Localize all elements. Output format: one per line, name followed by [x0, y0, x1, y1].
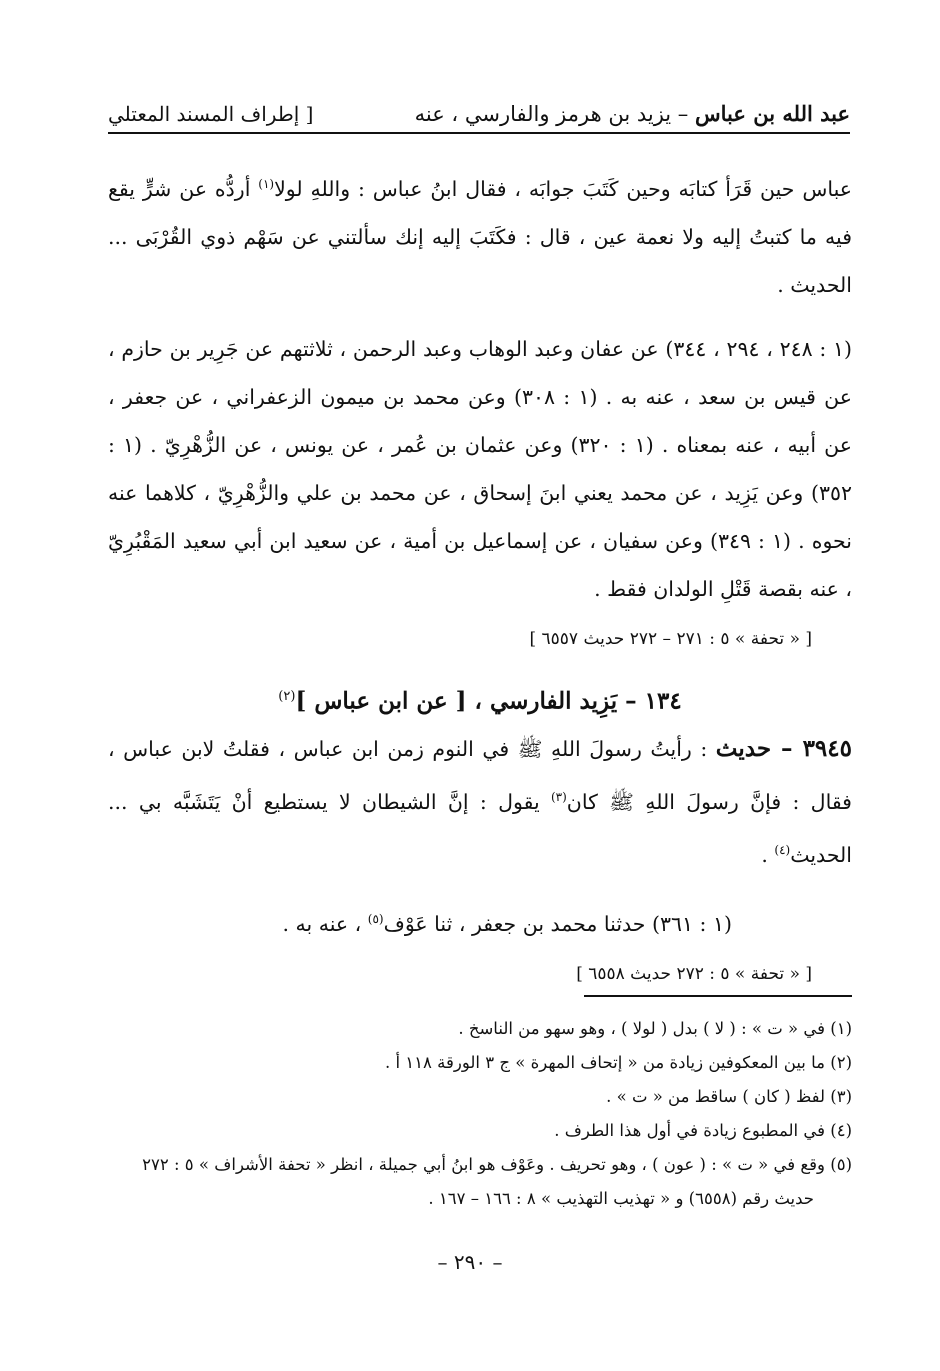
footnote-3: (٣) لفظ ( كان ) ساقط من « ت » .	[606, 1087, 852, 1106]
footnotes	[108, 1012, 852, 1216]
header-title-bold: عبد الله بن عباس	[695, 101, 850, 126]
tuhfa-reference-2: [ « تحفة » ٥ : ٢٧٢ حديث ٦٥٥٨ ]	[576, 963, 812, 984]
hadith-text-a: : رأيتُ رسولَ اللهِ ﷺ في النوم زمن ابن عباس ، فقلتُ لابن عباس ، فقال : فإنَّ رسولَ اللهِ ﷺ كان	[108, 737, 852, 815]
running-header	[108, 88, 850, 134]
hadith-text-b: يقول : إنَّ الشيطان لا يستطيع أنْ يَتَشَبَّه بي ... الحديث	[108, 790, 852, 868]
paragraph-2-chains: (١ : ٢٤٨ ، ٢٩٤ ، ٣٤٤) عن عفان وعبد الوهاب وعبد الرحمن ، ثلاثتهم عن جَرِير بن حازم ، عن قيس بن سعد ، عنه به . (١ : ٣٠٨) وعن محمد بن ميمون الزعفراني ، عن جعفر ، عن أبيه ، عنه بمعناه . (١ : ٣٢٠) وعن عثمان بن عُمر ، عن يونس ، عن الزُّهْرِيّ . (١ : ٣٥٢) وعن يَزِيد ، عن محمد يعني ابنَ إسحاق ، عن محمد بن علي والزُّهْرِيّ ، كلاهما عنه نحوه . (١ : ٣٤٩) وعن سفيان ، عن إسماعيل بن أمية ، عن سعيد ابن أبي سعيد المَقْبُرِيّ ، عنه بقصة قَتْلِ الولدان فقط .	[108, 336, 852, 601]
paragraph-1	[108, 160, 852, 309]
footnote-marker-5: (٥)	[367, 912, 384, 927]
paragraph-1-text-b: أردُّه عن شرٍّ يقع فيه ما كتبتُ إليه ولا نعمة عين ، قال : فكَتَبَ إليه إنك سألتني عن سَهْم ذوي القُرْبَى ... الحديث .	[108, 176, 852, 297]
tuhfa-reference-1: [ « تحفة » ٥ : ٢٧١ – ٢٧٢ حديث ٦٥٥٧ ]	[529, 628, 812, 649]
footnote-5: (٥) وقع في « ت » : ( عون ) ، وهو تحريف . وعَوْف هو ابنُ أبي جميلة ، انظر « تحفة الأشراف » ٥ : ٢٧٢	[142, 1155, 852, 1174]
section-title-text: ١٣٤ – يَزِيد الفارسي ، [ عن ابن عباس ]	[295, 687, 682, 715]
page-number-text: – ٢٩٠ –	[437, 1250, 503, 1274]
footnote-4: (٤) في المطبوع زيادة في أول هذا الطرف .	[554, 1121, 852, 1140]
section-heading	[108, 673, 852, 726]
footnote-marker-2: (٢)	[278, 688, 296, 704]
footnote-marker-1: (١)	[258, 177, 275, 191]
footnote-5-continuation: حديث رقم (٦٥٥٨) و « تهذيب التهذيب » ٨ : ١٦٦ – ١٦٧ .	[428, 1189, 814, 1208]
chain-text-b: ، عنه به .	[282, 911, 368, 936]
page-number	[0, 1250, 940, 1274]
hadith-text-c: .	[761, 843, 775, 868]
header-title-rest: – يزيد بن هرمز والفارسي ، عنه	[414, 102, 695, 126]
header-title	[415, 101, 850, 132]
footnote-marker-4: (٤)	[774, 843, 791, 858]
header-book-name: [ إطراف المسند المعتلي	[108, 102, 314, 126]
chain-text-a: (١ : ٣٦١) حدثنا محمد بن جعفر ، ثنا عَوْف	[383, 911, 732, 936]
footnote-1: (١) في « ت » : ( لا ) بدل ( لولا ) ، وهو سهو من الناسخ .	[458, 1019, 852, 1038]
hadith-number: ٣٩٤٥ – حديث	[715, 735, 852, 763]
main-text	[108, 160, 852, 984]
footnote-separator	[584, 995, 852, 997]
paragraph-1-text-a: عباس حين قَرَأ كتابَه وحين كَتَبَ جوابَه ، فقال ابنُ عباس : واللهِ لولا	[274, 176, 853, 201]
footnote-2: (٢) ما بين المعكوفين زيادة من « إتحاف المهرة » ج ٣ الورقة ١١٨ أ .	[384, 1053, 852, 1072]
hadith-3945	[108, 725, 852, 879]
isnad-chain	[108, 895, 852, 948]
footnote-marker-3: (٣)	[550, 790, 567, 805]
